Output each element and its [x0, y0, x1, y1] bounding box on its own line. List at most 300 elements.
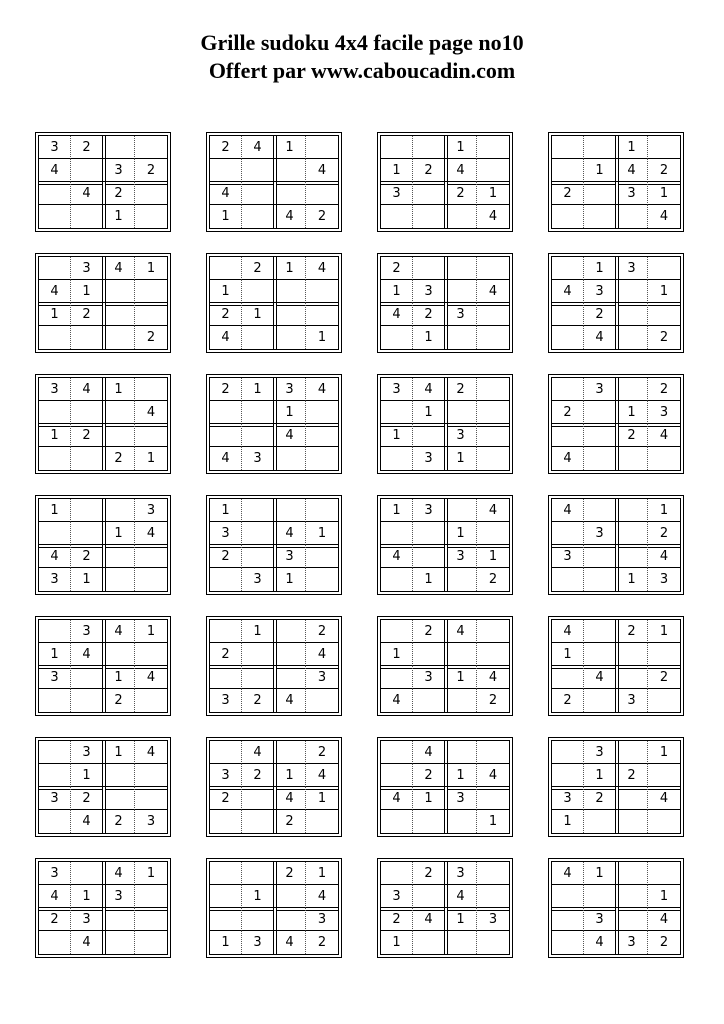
sudoku-cell	[274, 182, 306, 205]
sudoku-cell	[135, 205, 167, 228]
sudoku-grid	[35, 132, 171, 232]
sudoku-cell: 3	[616, 689, 648, 712]
sudoku-cell	[413, 689, 445, 712]
sudoku-cell: 4	[648, 424, 680, 447]
sudoku-cell: 1	[445, 447, 477, 470]
sudoku-cell	[242, 787, 274, 810]
sudoku-cell	[445, 643, 477, 666]
sudoku-cell: 4	[242, 741, 274, 764]
sudoku-grid	[377, 132, 513, 232]
sudoku-cell: 3	[381, 378, 413, 401]
sudoku-cell	[71, 862, 103, 885]
sudoku-cell: 3	[584, 908, 616, 931]
sudoku-cell	[584, 885, 616, 908]
sudoku-cell: 1	[274, 136, 306, 159]
sudoku-cell	[381, 522, 413, 545]
sudoku-cell: 1	[71, 885, 103, 908]
sudoku-cell: 1	[135, 257, 167, 280]
sudoku-cell	[39, 205, 71, 228]
sudoku-cell: 2	[584, 303, 616, 326]
sudoku-cell	[477, 401, 509, 424]
sudoku-cell	[552, 666, 584, 689]
sudoku-cell: 4	[477, 280, 509, 303]
sudoku-cell: 4	[445, 620, 477, 643]
sudoku-grid-frame	[38, 861, 168, 955]
sudoku-cell	[103, 764, 135, 787]
sudoku-cell	[39, 810, 71, 833]
sudoku-cell: 4	[39, 159, 71, 182]
sudoku-cell: 1	[39, 643, 71, 666]
sudoku-cell	[39, 447, 71, 470]
sudoku-cell: 4	[135, 666, 167, 689]
sudoku-cell	[477, 447, 509, 470]
sudoku-cell: 1	[317, 330, 327, 345]
sudoku-cell: 2	[242, 257, 274, 280]
sudoku-cell: 1	[242, 885, 274, 908]
sudoku-cell	[242, 499, 274, 522]
sudoku-cell	[274, 908, 306, 931]
sudoku-cell	[445, 689, 477, 712]
sudoku-cell: 3	[477, 908, 509, 931]
sudoku-cell	[306, 136, 338, 159]
sudoku-cell	[135, 931, 167, 954]
sudoku-grid	[548, 858, 684, 958]
sudoku-cell: 1	[445, 908, 477, 931]
sudoku-cell: 4	[274, 931, 306, 954]
sudoku-grid-frame	[38, 740, 168, 834]
sudoku-cell: 3	[71, 741, 103, 764]
sudoku-grid-frame	[38, 135, 168, 229]
sudoku-grid	[377, 374, 513, 474]
sudoku-cell: 4	[242, 136, 274, 159]
sudoku-cell: 2	[616, 424, 648, 447]
sudoku-cell	[39, 931, 71, 954]
sudoku-cell: 3	[616, 182, 648, 205]
sudoku-cell	[381, 741, 413, 764]
sudoku-cell: 1	[616, 136, 648, 159]
sudoku-cell: 2	[103, 810, 135, 833]
sudoku-cell: 2	[274, 810, 306, 833]
sudoku-cell: 1	[381, 499, 413, 522]
sudoku-grid-frame	[209, 861, 339, 955]
sudoku-cell: 2	[242, 764, 274, 787]
sudoku-cell: 1	[242, 378, 274, 401]
sudoku-cell: 2	[445, 182, 477, 205]
sudoku-cell	[306, 545, 338, 568]
sudoku-grid	[35, 858, 171, 958]
sudoku-cell: 3	[413, 666, 445, 689]
sudoku-cell	[445, 326, 477, 349]
sudoku-cell	[381, 666, 413, 689]
sudoku-cell	[71, 522, 103, 545]
sudoku-cell	[381, 447, 413, 470]
sudoku-cell: 1	[274, 257, 306, 280]
sudoku-cell	[552, 424, 584, 447]
sudoku-grid	[377, 616, 513, 716]
sudoku-cell	[584, 545, 616, 568]
sudoku-cell	[306, 499, 338, 522]
sudoku-cell: 2	[616, 764, 648, 787]
sudoku-cell: 2	[71, 545, 103, 568]
sudoku-cell: 4	[274, 787, 306, 810]
sudoku-cell	[39, 741, 71, 764]
sudoku-grid	[377, 495, 513, 595]
sudoku-cell: 1	[103, 522, 135, 545]
sudoku-cell: 4	[39, 545, 71, 568]
sudoku-cell: 2	[103, 447, 135, 470]
sudoku-cell	[584, 689, 616, 712]
sudoku-cell	[103, 303, 135, 326]
sudoku-grid	[548, 132, 684, 232]
sudoku-cell: 2	[210, 545, 242, 568]
sudoku-cell	[584, 205, 616, 228]
sudoku-cell	[306, 568, 338, 591]
sudoku-cell	[413, 931, 445, 954]
sudoku-cell	[552, 159, 584, 182]
sudoku-cell	[71, 499, 103, 522]
sudoku-cell	[103, 908, 135, 931]
sudoku-cell: 1	[71, 764, 103, 787]
sudoku-cell: 4	[552, 280, 584, 303]
sudoku-cell	[242, 205, 274, 228]
sudoku-cell: 1	[381, 280, 413, 303]
sudoku-cell: 4	[616, 159, 648, 182]
sudoku-cell	[103, 545, 135, 568]
sudoku-cell: 4	[488, 209, 498, 224]
sudoku-grid-frame	[38, 256, 168, 350]
sudoku-cell: 4	[210, 326, 242, 349]
sudoku-cell	[210, 257, 242, 280]
sudoku-grid	[206, 253, 342, 353]
sudoku-cell	[103, 787, 135, 810]
sudoku-cell: 2	[242, 689, 274, 712]
sudoku-cell	[242, 159, 274, 182]
sudoku-cell	[135, 689, 167, 712]
sudoku-cell: 3	[445, 303, 477, 326]
sudoku-cell: 4	[306, 257, 338, 280]
sudoku-cell	[71, 689, 103, 712]
sudoku-cell: 2	[306, 741, 338, 764]
sudoku-cell: 1	[146, 451, 156, 466]
sudoku-cell	[274, 741, 306, 764]
sudoku-cell	[445, 499, 477, 522]
sudoku-cell	[552, 764, 584, 787]
sudoku-cell	[413, 885, 445, 908]
sudoku-cell	[242, 862, 274, 885]
sudoku-cell	[135, 136, 167, 159]
sudoku-cell: 1	[445, 666, 477, 689]
sudoku-cell: 2	[103, 689, 135, 712]
sudoku-cell: 4	[210, 182, 242, 205]
sudoku-cell	[381, 810, 413, 833]
sudoku-cell: 3	[648, 401, 680, 424]
sudoku-cell: 1	[210, 280, 242, 303]
sudoku-cell: 1	[648, 499, 680, 522]
sudoku-cell	[274, 447, 306, 470]
sudoku-cell	[306, 401, 338, 424]
sudoku-cell	[616, 885, 648, 908]
sudoku-cell: 1	[477, 545, 509, 568]
sudoku-cell	[445, 741, 477, 764]
sudoku-cell: 4	[39, 280, 71, 303]
sudoku-cell: 4	[413, 378, 445, 401]
sudoku-cell: 3	[584, 522, 616, 545]
sudoku-cell: 4	[381, 545, 413, 568]
sudoku-grid	[548, 737, 684, 837]
sudoku-cell: 2	[381, 257, 413, 280]
sudoku-cell	[242, 280, 274, 303]
sudoku-cell	[648, 303, 680, 326]
sudoku-cell: 4	[477, 499, 509, 522]
sudoku-cell	[103, 326, 135, 349]
sudoku-cell	[477, 326, 509, 349]
sudoku-cell: 2	[584, 787, 616, 810]
sudoku-cell	[445, 205, 477, 228]
sudoku-cell	[477, 159, 509, 182]
sudoku-cell	[616, 326, 648, 349]
sudoku-cell: 4	[306, 159, 338, 182]
sudoku-cell: 4	[103, 257, 135, 280]
sudoku-cell: 4	[306, 643, 338, 666]
sudoku-cell	[616, 643, 648, 666]
sudoku-cell: 3	[306, 666, 338, 689]
sudoku-cell: 2	[71, 303, 103, 326]
sudoku-cell	[552, 931, 584, 954]
sudoku-cell: 3	[445, 862, 477, 885]
sudoku-cell	[242, 643, 274, 666]
sudoku-cell: 4	[445, 885, 477, 908]
sudoku-cell	[306, 424, 338, 447]
sudoku-cell: 1	[274, 401, 306, 424]
sudoku-cell: 2	[306, 620, 338, 643]
sudoku-cell: 3	[616, 257, 648, 280]
sudoku-cell: 2	[413, 862, 445, 885]
sudoku-cell	[274, 159, 306, 182]
sudoku-cell: 1	[445, 764, 477, 787]
sudoku-cell	[210, 810, 242, 833]
sudoku-cell: 4	[71, 931, 103, 954]
sudoku-cell	[135, 545, 167, 568]
sudoku-cell: 3	[413, 280, 445, 303]
sudoku-cell	[274, 620, 306, 643]
sudoku-cell: 1	[552, 643, 584, 666]
sudoku-cell: 4	[413, 741, 445, 764]
sudoku-cell	[413, 424, 445, 447]
sudoku-cell: 1	[39, 424, 71, 447]
sudoku-cell: 1	[413, 787, 445, 810]
sudoku-cell	[39, 326, 71, 349]
sudoku-cell: 3	[39, 787, 71, 810]
sudoku-cell: 1	[413, 326, 445, 349]
sudoku-cell: 4	[274, 689, 306, 712]
sudoku-cell: 4	[477, 764, 509, 787]
sudoku-grid-frame	[209, 498, 339, 592]
sudoku-cell: 4	[584, 931, 616, 954]
sudoku-cell: 1	[135, 620, 167, 643]
sudoku-cell	[381, 401, 413, 424]
sudoku-cell	[552, 522, 584, 545]
sudoku-cell	[584, 568, 616, 591]
sudoku-cell: 1	[242, 303, 274, 326]
sudoku-cell: 3	[242, 931, 274, 954]
sudoku-cell: 3	[274, 545, 306, 568]
sudoku-cell	[477, 522, 509, 545]
sudoku-cell	[210, 424, 242, 447]
sudoku-cell	[210, 568, 242, 591]
sudoku-cell: 4	[648, 908, 680, 931]
sudoku-cell	[135, 885, 167, 908]
sudoku-grid-frame	[380, 256, 510, 350]
sudoku-cell	[135, 280, 167, 303]
sudoku-cell: 3	[39, 378, 71, 401]
sudoku-cell: 1	[103, 741, 135, 764]
sudoku-cell	[71, 666, 103, 689]
sudoku-cell: 2	[210, 787, 242, 810]
sudoku-cell: 4	[477, 666, 509, 689]
sudoku-cell: 4	[274, 205, 306, 228]
sudoku-cell: 2	[648, 666, 680, 689]
sudoku-cell	[445, 280, 477, 303]
sudoku-cell	[477, 787, 509, 810]
sudoku-cell	[274, 643, 306, 666]
sudoku-cell: 2	[103, 182, 135, 205]
sudoku-cell: 4	[552, 499, 584, 522]
sudoku-cell	[477, 741, 509, 764]
sudoku-cell	[242, 182, 274, 205]
sudoku-cell: 3	[135, 499, 167, 522]
sudoku-cell	[381, 326, 413, 349]
sudoku-grid-frame	[551, 256, 681, 350]
sudoku-cell: 1	[306, 862, 338, 885]
sudoku-cell: 2	[413, 303, 445, 326]
sudoku-cell	[210, 885, 242, 908]
sudoku-cell	[648, 136, 680, 159]
sudoku-cell	[210, 862, 242, 885]
sudoku-cell	[584, 401, 616, 424]
sudoku-cell	[135, 182, 167, 205]
sudoku-cell: 4	[306, 378, 338, 401]
sudoku-cell	[616, 447, 648, 470]
sudoku-cell	[39, 257, 71, 280]
sudoku-grid	[377, 253, 513, 353]
sudoku-cell: 4	[135, 401, 167, 424]
sudoku-cell: 2	[413, 159, 445, 182]
sudoku-cell	[39, 182, 71, 205]
sudoku-cell: 3	[306, 908, 338, 931]
sudoku-cell	[274, 885, 306, 908]
sudoku-cell	[616, 787, 648, 810]
sudoku-cell: 4	[413, 908, 445, 931]
sudoku-cell: 3	[39, 568, 71, 591]
sudoku-grid	[206, 737, 342, 837]
sudoku-cell: 3	[71, 908, 103, 931]
sudoku-cell	[616, 666, 648, 689]
sudoku-cell	[71, 326, 103, 349]
sudoku-cell	[306, 447, 338, 470]
sudoku-cell	[381, 764, 413, 787]
sudoku-cell	[552, 303, 584, 326]
sudoku-grid-frame	[380, 498, 510, 592]
sudoku-cell	[135, 643, 167, 666]
sudoku-cell	[648, 447, 680, 470]
sudoku-cell	[103, 931, 135, 954]
sudoku-cell	[584, 499, 616, 522]
sudoku-cell: 3	[552, 787, 584, 810]
sudoku-cell	[648, 257, 680, 280]
sudoku-cell	[242, 401, 274, 424]
sudoku-cell: 4	[210, 447, 242, 470]
sudoku-grid-frame	[209, 619, 339, 713]
sudoku-cell: 4	[274, 424, 306, 447]
sudoku-cell	[552, 205, 584, 228]
sudoku-grid	[548, 495, 684, 595]
sudoku-cell: 1	[103, 666, 135, 689]
sudoku-cell: 2	[71, 136, 103, 159]
sudoku-cell	[477, 620, 509, 643]
sudoku-cell: 2	[317, 935, 327, 950]
sudoku-cell: 4	[71, 182, 103, 205]
sudoku-cell: 4	[103, 862, 135, 885]
sudoku-cell: 4	[135, 522, 167, 545]
sudoku-cell: 4	[584, 326, 616, 349]
sudoku-cell	[210, 620, 242, 643]
sudoku-cell	[71, 401, 103, 424]
sudoku-grid	[35, 616, 171, 716]
sudoku-grid-frame	[380, 135, 510, 229]
sudoku-cell: 1	[584, 257, 616, 280]
sudoku-cell	[616, 810, 648, 833]
sudoku-cell	[242, 326, 274, 349]
sudoku-cell: 1	[648, 620, 680, 643]
sudoku-cell: 1	[381, 424, 413, 447]
sudoku-cell	[135, 908, 167, 931]
sudoku-grid-frame	[551, 740, 681, 834]
sudoku-cell: 4	[648, 787, 680, 810]
sudoku-cell: 1	[381, 159, 413, 182]
sudoku-cell: 3	[584, 280, 616, 303]
sudoku-cell	[306, 689, 338, 712]
sudoku-cell	[381, 862, 413, 885]
sudoku-cell: 4	[659, 209, 669, 224]
page-subtitle: Offert par www.caboucadin.com	[208, 58, 516, 83]
sudoku-cell: 1	[381, 931, 413, 954]
sudoku-cell	[71, 205, 103, 228]
sudoku-cell: 3	[445, 787, 477, 810]
sudoku-cell	[274, 326, 306, 349]
sudoku-cell: 2	[210, 303, 242, 326]
sudoku-grid-frame	[38, 377, 168, 471]
sudoku-grid-frame	[209, 135, 339, 229]
sudoku-cell	[616, 545, 648, 568]
sudoku-cell: 1	[242, 620, 274, 643]
sudoku-cell: 2	[648, 378, 680, 401]
sudoku-grid-frame	[380, 619, 510, 713]
sudoku-grid	[206, 495, 342, 595]
sudoku-cell: 3	[381, 885, 413, 908]
sudoku-cell: 2	[413, 764, 445, 787]
sudoku-cell	[584, 182, 616, 205]
sudoku-cell: 2	[210, 378, 242, 401]
sudoku-cell	[103, 499, 135, 522]
sudoku-cell: 3	[103, 159, 135, 182]
sudoku-cell: 4	[274, 522, 306, 545]
sudoku-cell	[71, 447, 103, 470]
sudoku-cell	[210, 401, 242, 424]
sudoku-cell: 1	[413, 568, 445, 591]
sudoku-cell: 1	[210, 205, 242, 228]
sudoku-grid-frame	[380, 740, 510, 834]
page-title: Grille sudoku 4x4 facile page no10	[200, 30, 524, 55]
